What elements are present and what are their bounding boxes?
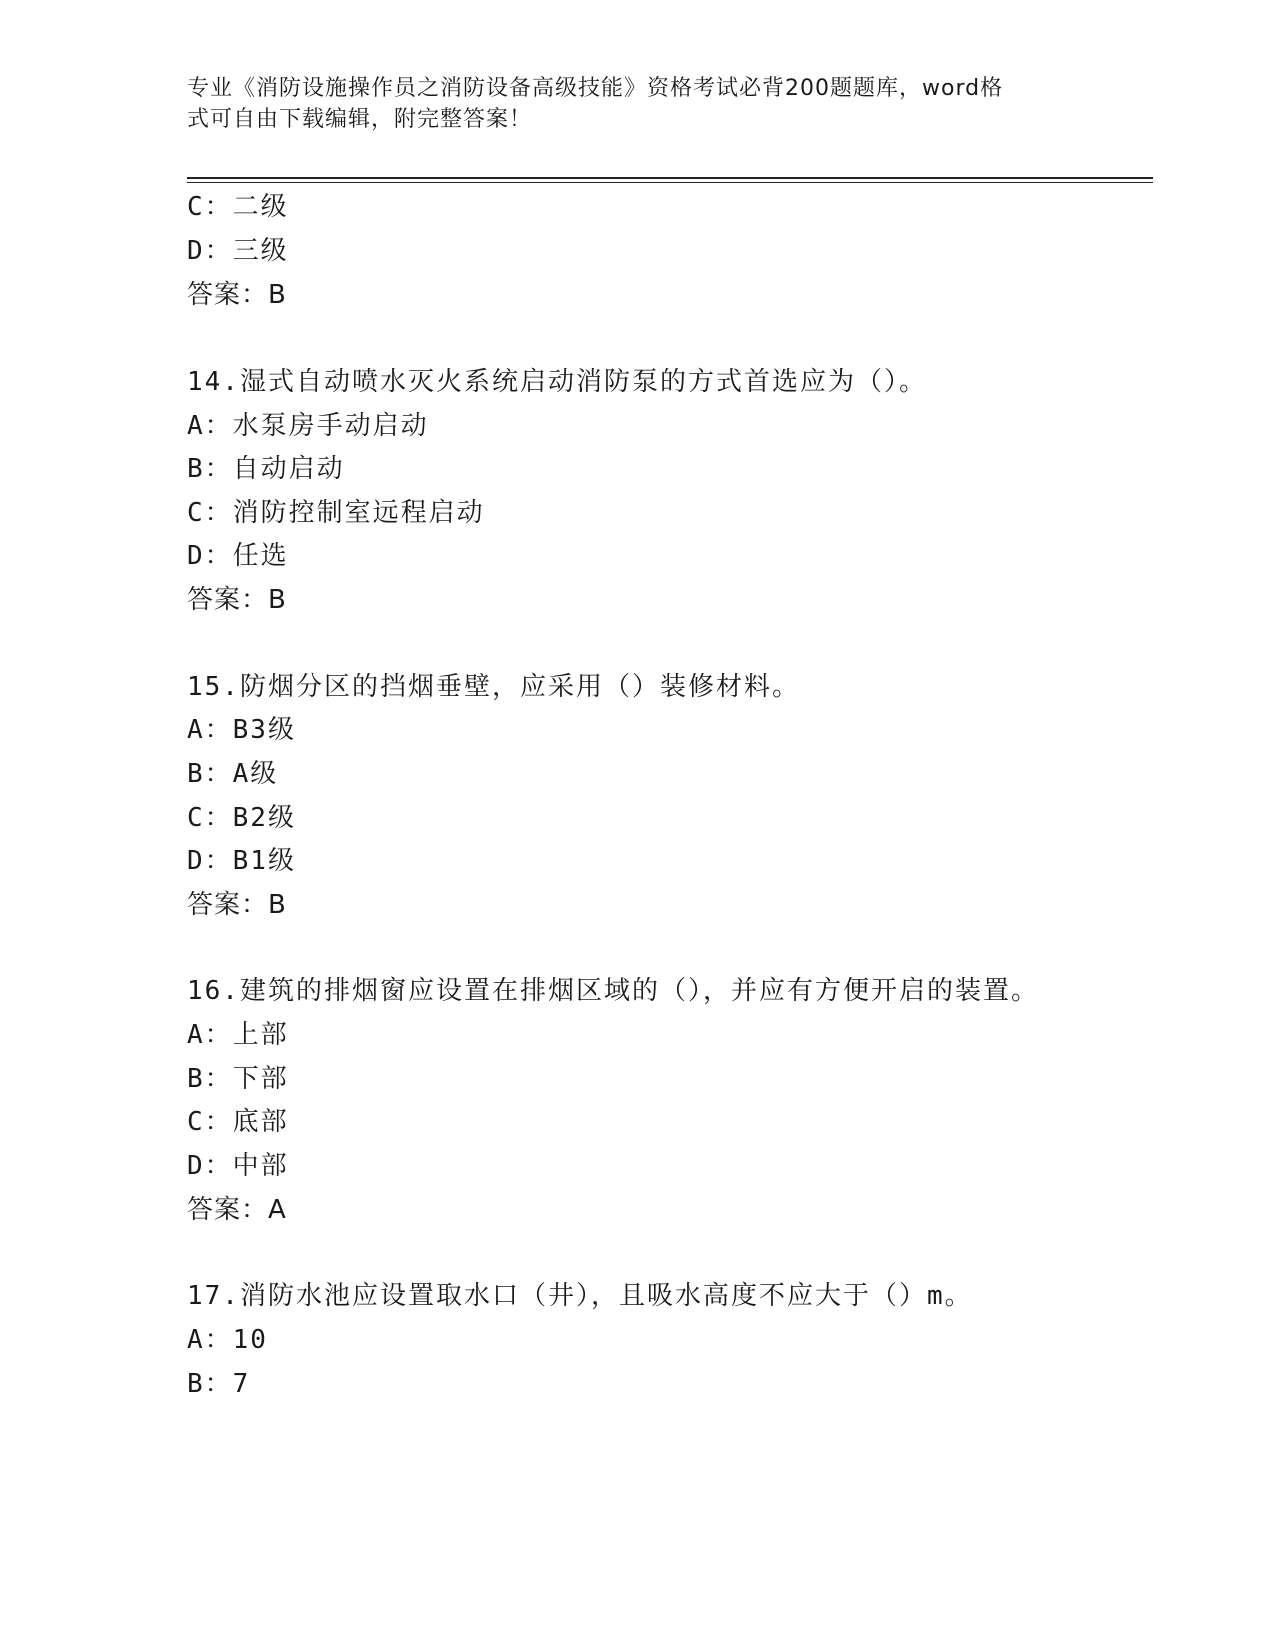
q16-answer: 答案：A — [187, 1195, 287, 1225]
q16-option-a: A：上部 — [187, 1020, 289, 1050]
q14-question: 14.湿式自动喷水灭火系统启动消防泵的方式首选应为（）。 — [187, 367, 927, 397]
q15-option-d: D：B1级 — [187, 846, 296, 876]
q14-answer: 答案：B — [187, 585, 287, 615]
q17-option-a: A：10 — [187, 1325, 268, 1355]
header-divider-thin — [187, 182, 1153, 183]
q16-option-d: D：中部 — [187, 1151, 289, 1181]
q16-question: 16.建筑的排烟窗应设置在排烟区域的（），并应有方便开启的装置。 — [187, 976, 1039, 1006]
q16-option-c: C：底部 — [187, 1107, 289, 1137]
q15-answer: 答案：B — [187, 890, 287, 920]
q13-option-d: D：三级 — [187, 236, 289, 266]
q13-option-c: C：二级 — [187, 192, 289, 222]
q17-option-b: B：7 — [187, 1369, 251, 1399]
document-header — [187, 73, 1067, 135]
q14-option-c: C：消防控制室远程启动 — [187, 498, 485, 528]
q15-option-a: A：B3级 — [187, 715, 296, 745]
header-line-2: 式可自由下载编辑，附完整答案！ — [187, 107, 533, 132]
q14-option-b: B：自动启动 — [187, 454, 345, 484]
q17-question: 17.消防水池应设置取水口（井），且吸水高度不应大于（）m。 — [187, 1281, 973, 1311]
header-divider-thick — [187, 177, 1153, 179]
q15-question: 15.防烟分区的挡烟垂壁，应采用（）装修材料。 — [187, 672, 800, 702]
q13-answer: 答案：B — [187, 280, 287, 310]
q15-option-b: B：A级 — [187, 759, 279, 789]
header-line-1: 专业《消防设施操作员之消防设备高级技能》资格考试必背200题题库，word格 — [187, 76, 1004, 101]
q14-option-d: D：任选 — [187, 541, 289, 571]
q14-option-a: A：水泵房手动启动 — [187, 411, 429, 441]
q15-option-c: C：B2级 — [187, 803, 296, 833]
q16-option-b: B：下部 — [187, 1064, 289, 1094]
